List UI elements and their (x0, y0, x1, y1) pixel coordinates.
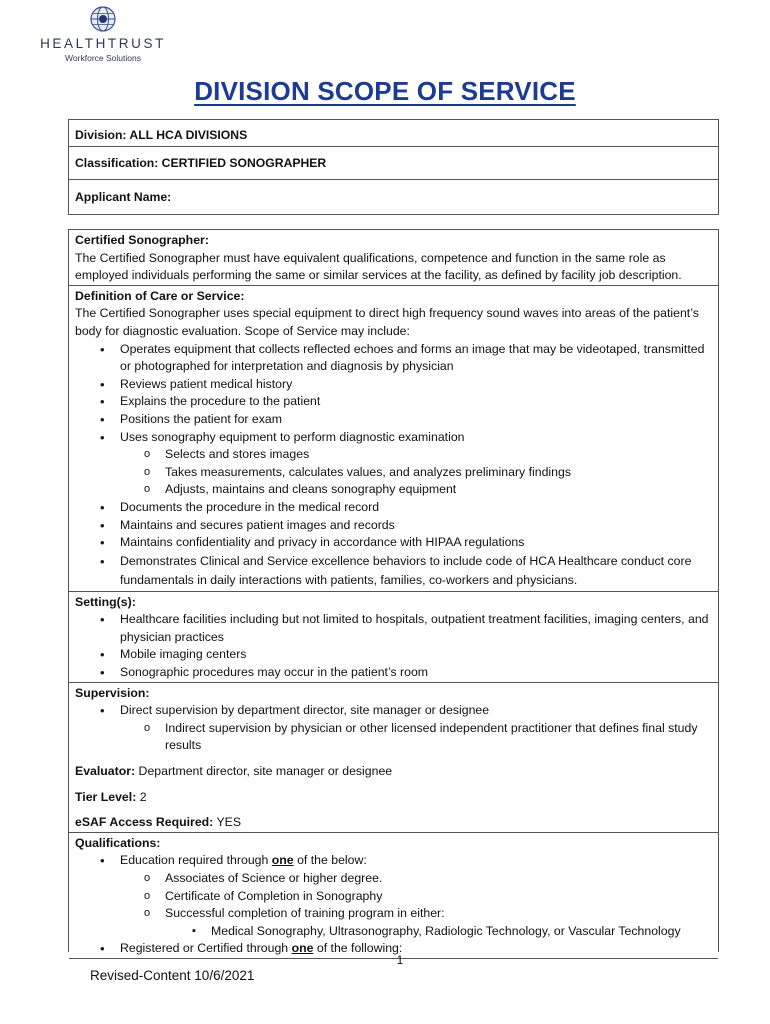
tier-value: 2 (136, 789, 147, 804)
supervision-heading: Supervision: (75, 685, 150, 700)
applicant-name-row: Applicant Name: (75, 190, 172, 204)
esaf-line (75, 814, 712, 832)
education-emphasis: one (271, 853, 294, 868)
sub-list-item: o Takes measurements, calculates values, and analyzes preliminary findings (75, 464, 712, 482)
list-item: • Uses sonography equipment to perform diagnostic examination (75, 429, 712, 447)
tier-line (75, 789, 712, 807)
list-item: • Documents the procedure in the medical record (75, 499, 712, 517)
qualifications-section (69, 833, 718, 959)
registered-prefix: Registered or Certified through (120, 941, 292, 956)
supervision-section (69, 683, 718, 833)
list-item: • Positions the patient for exam (75, 411, 712, 429)
list-item: • Healthcare facilities including but not limited to hospitals, outpatient treatment facilities, imaging centers, and physician practices (75, 611, 712, 646)
revision-footer: Revised-Content 10/6/2021 (90, 968, 255, 983)
settings-heading: Setting(s): (75, 594, 136, 609)
certified-section (69, 230, 718, 286)
tier-label: Tier Level: (75, 789, 137, 804)
sub-sub-list-item: ▪ Medical Sonography, Ultrasonography, Radiologic Technology, or Vascular Technology (75, 923, 712, 941)
registered-suffix: of the following: (313, 941, 403, 956)
list-item: • Sonographic procedures may occur in the patient’s room (75, 664, 712, 682)
globe-logo-icon (90, 6, 116, 32)
sub-list-item: o Successful completion of training program in either: (75, 905, 712, 923)
education-prefix: Education required through (120, 853, 272, 868)
definition-section (69, 286, 718, 592)
settings-section (69, 592, 718, 683)
content-table (68, 229, 719, 956)
sub-list-item: o Adjusts, maintains and cleans sonography equipment (75, 481, 712, 499)
sub-list-item: o Certificate of Completion in Sonography (75, 888, 712, 906)
certified-heading: Certified Sonographer: (75, 233, 209, 247)
list-item (75, 852, 712, 870)
certified-text: The Certified Sonographer must have equivalent qualifications, competence and function in the same role as employed individuals performing the same or similar services at the facility, as defined by facility job description. (75, 250, 682, 283)
healthtrust-logo (40, 6, 166, 63)
registered-emphasis: one (291, 941, 314, 956)
sub-list-item: o Selects and stores images (75, 446, 712, 464)
page-title: DIVISION SCOPE OF SERVICE (194, 76, 576, 106)
list-item: • Mobile imaging centers (75, 646, 712, 664)
qualifications-heading: Qualifications: (75, 835, 161, 850)
list-item: • Maintains confidentiality and privacy in accordance with HIPAA regulations (75, 534, 712, 552)
list-item: • Explains the procedure to the patient (75, 393, 712, 411)
esaf-value: YES (213, 815, 242, 830)
division-row: Division: ALL HCA DIVISIONS (69, 120, 718, 147)
list-item: • Reviews patient medical history (75, 376, 712, 394)
evaluator-label: Evaluator: (75, 764, 136, 779)
header-table (68, 119, 719, 215)
definition-text: The Certified Sonographer uses special equipment to direct high frequency sound waves into areas of the patient’s body for diagnostic evaluation. Scope of Service may include: (75, 306, 699, 338)
evaluator-value: Department director, site manager or designee (135, 764, 393, 779)
list-item: • Direct supervision by department director, site manager or designee (75, 702, 712, 720)
list-item: • Demonstrates Clinical and Service excellence behaviors to include code of HCA Healthcare conduct core fundamentals in daily interactions with patients, families, co-workers and physicians. (75, 552, 712, 591)
list-item: • Operates equipment that collects reflected echoes and forms an image that may be videotaped, transmitted or photographed for interpretation and diagnosis by physician (75, 341, 712, 376)
education-suffix: of the below: (293, 853, 367, 868)
logo-name: HEALTHTRUST (40, 36, 166, 51)
esaf-label: eSAF Access Required: (75, 815, 214, 830)
definition-heading: Definition of Care or Service: (75, 288, 245, 303)
page-number: 1 (396, 953, 404, 967)
sub-list-item: o Associates of Science or higher degree. (75, 870, 712, 888)
list-item: • Maintains and secures patient images and records (75, 517, 712, 535)
classification-row: Classification: CERTIFIED SONOGRAPHER (69, 147, 718, 180)
evaluator-line (75, 763, 712, 781)
sub-list-item: o Indirect supervision by physician or other licensed independent practitioner that defines final study results (75, 720, 712, 755)
logo-subtitle: Workforce Solutions (65, 53, 141, 63)
